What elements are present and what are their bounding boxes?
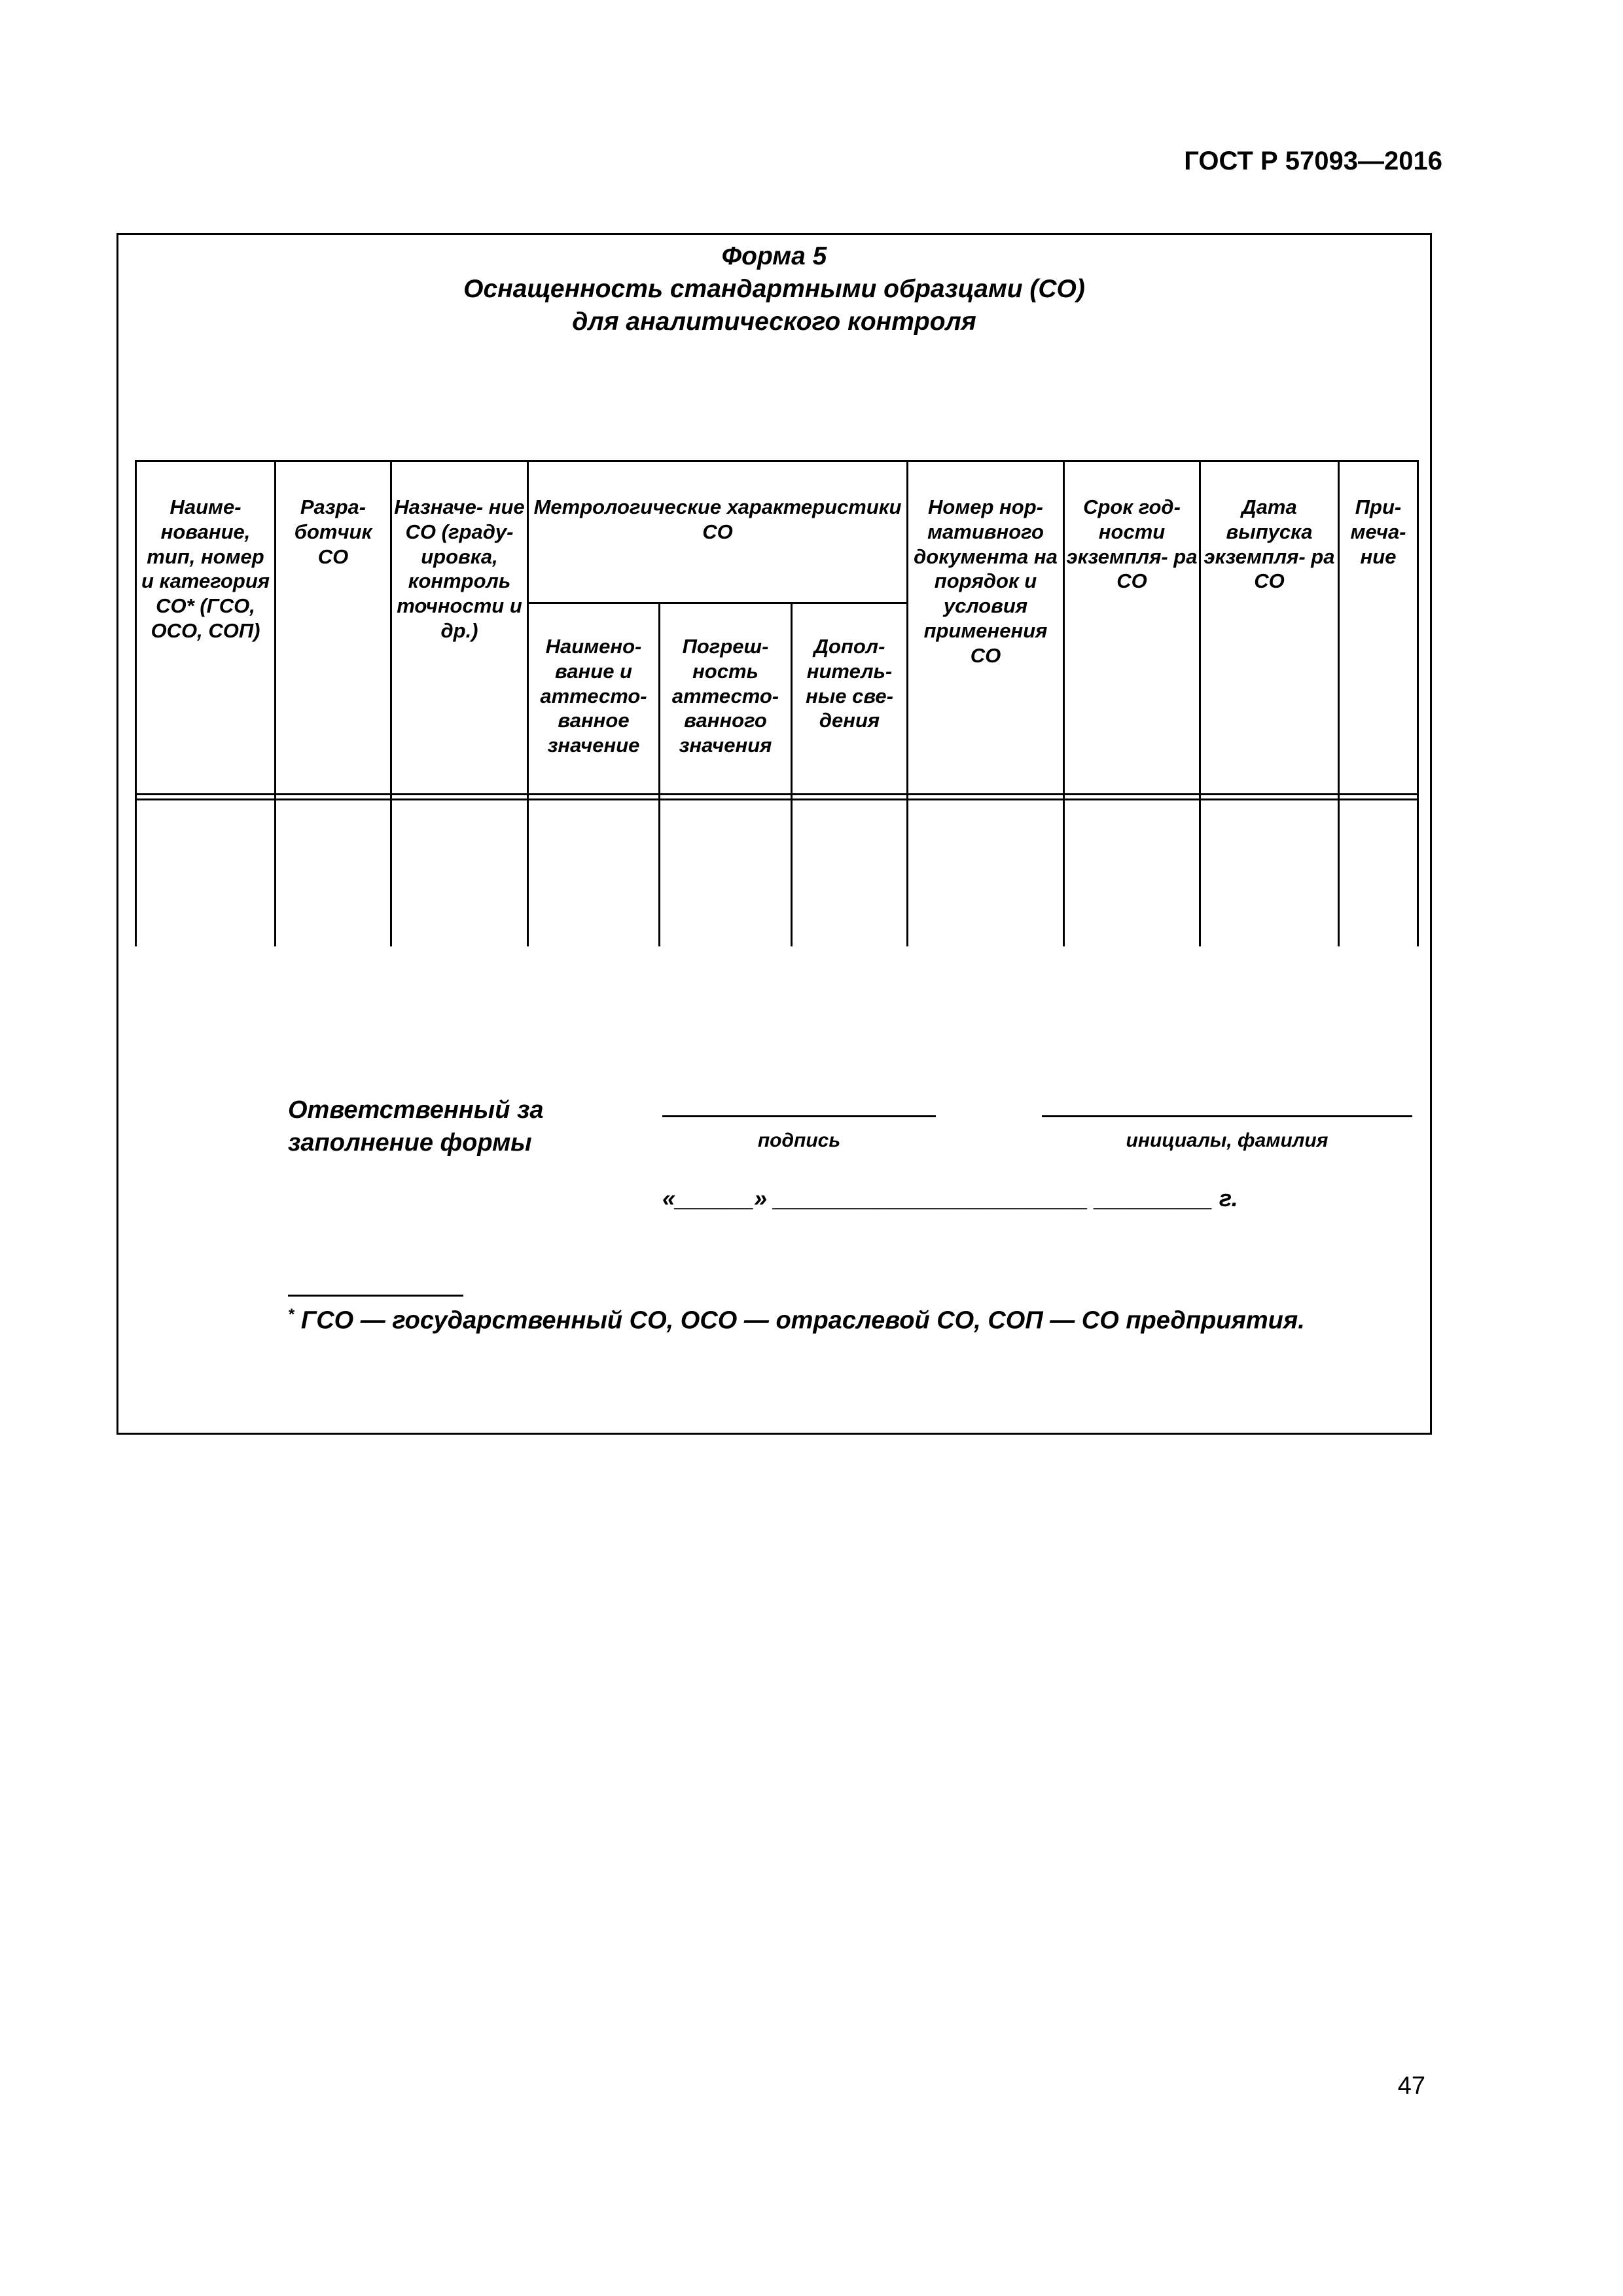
form-title-line2: для аналитического контроля [572, 308, 976, 336]
form-number: Форма 5 [721, 242, 827, 270]
sample-equipment-table [135, 460, 1419, 946]
table-cell[interactable] [1339, 800, 1418, 946]
page-number: 47 [1397, 2072, 1425, 2100]
header-name: Наиме- нование, тип, номер и категория СО* (ГСО, ОСО, СОП) [136, 461, 276, 795]
table-cell[interactable] [276, 800, 391, 946]
header-metrological: Метрологические характеристики СО [528, 461, 908, 603]
subheader-error: Погреш- ность аттесто- ванного значения [660, 603, 792, 795]
date-line[interactable]: «______» ________________________ _________ г. [662, 1185, 1238, 1211]
header-normdoc: Номер нор- мативного документа на порядок и условия применения СО [908, 461, 1064, 795]
signature-line[interactable] [662, 1115, 936, 1117]
header-release-date: Дата выпуска экземпля- ра СО [1200, 461, 1339, 795]
footnote-text: ГСО — государственный СО, ОСО — отраслевой СО, СОП — СО предприятия. [300, 1306, 1305, 1335]
subheader-value: Наимено- вание и аттесто- ванное значение [528, 603, 660, 795]
header-developer: Разра- ботчик СО [276, 461, 391, 795]
table-cell[interactable] [908, 800, 1064, 946]
table-cell[interactable] [528, 800, 660, 946]
header-note: При- меча- ние [1339, 461, 1418, 795]
table-row[interactable] [136, 800, 1418, 946]
responsible-label-line2: заполнение формы [288, 1129, 532, 1157]
subheader-additional: Допол- нитель- ные све- дения [792, 603, 908, 795]
table-cell[interactable] [1200, 800, 1339, 946]
name-caption: инициалы, фамилия [1126, 1130, 1329, 1151]
header-shelf-life: Срок год- ности экземпля- ра СО [1064, 461, 1200, 795]
form-title-line1: Оснащенность стандартными образцами (СО) [463, 275, 1085, 303]
name-line[interactable] [1042, 1115, 1412, 1117]
signature-caption: подпись [757, 1130, 841, 1151]
responsible-label-line1: Ответственный за [288, 1096, 544, 1124]
header-separator-row [136, 795, 1418, 800]
table-cell[interactable] [136, 800, 276, 946]
table-cell[interactable] [391, 800, 528, 946]
header-purpose: Назначе- ние СО (граду- ировка, контроль точности и др.) [391, 461, 528, 795]
footnote-mark: * [288, 1306, 294, 1323]
footnote [288, 1306, 1305, 1335]
table-cell[interactable] [660, 800, 792, 946]
standard-number: ГОСТ Р 57093—2016 [1184, 147, 1442, 175]
table-cell[interactable] [1064, 800, 1200, 946]
footnote-separator [288, 1295, 463, 1297]
table-cell[interactable] [792, 800, 908, 946]
